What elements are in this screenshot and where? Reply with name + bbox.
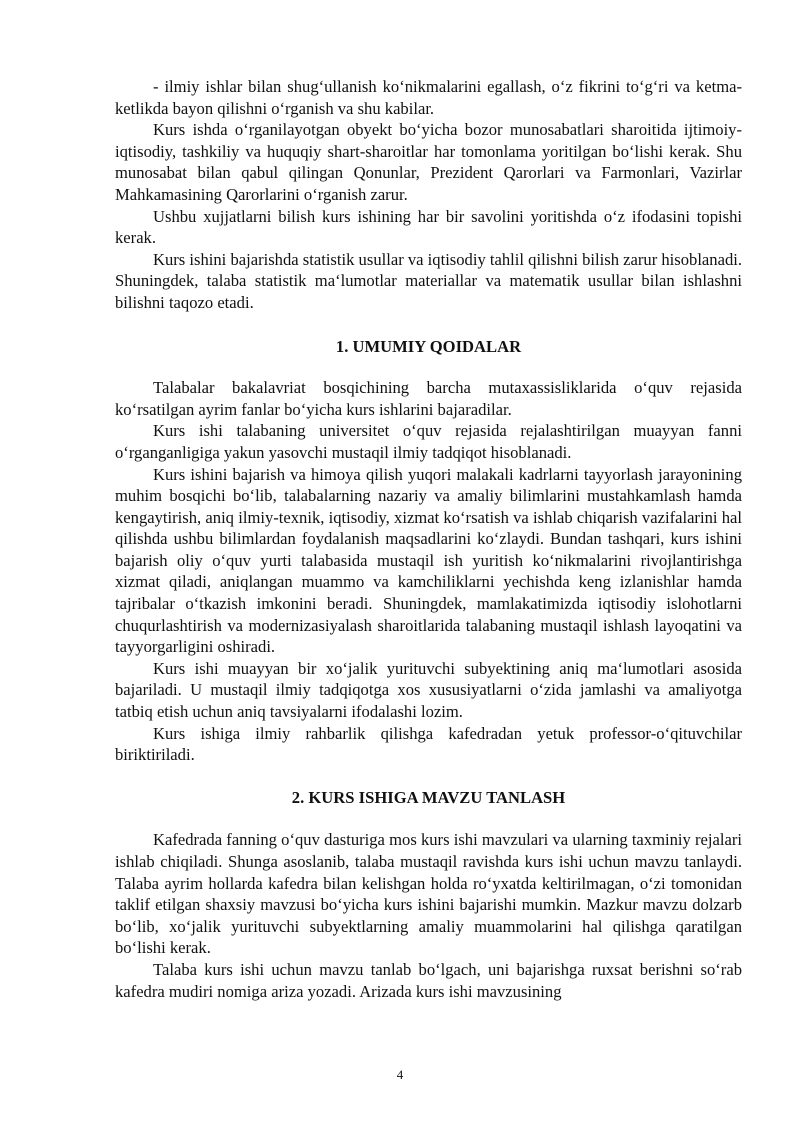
paragraph: Kurs ishini bajarish va himoya qilish yuqori malakali kadrlarni tayyorlash jarayonining muhim bosqichi bo‘lib, talabalarning nazariy va amaliy bilimlarini mustahkamlash hamda kengaytirish, aniq ilmiy-texnik, iqtisodiy, xizmat ko‘rsatish va ishlab chiqarish vazifalarini hal qilishda ushbu bilimlardan foydalanish maqsadlarini ko‘zlaydi. Bundan tashqari, kurs ishini bajarish oliy o‘quv yurti talabasida mustaqil ish yuritish ko‘nikmalarini rivojlantirishga xizmat qiladi, aniqlangan muammo va kamchiliklarni yechishda keng izlanishlar hamda tajribalar o‘tkazish imkonini beradi. Shuningdek, mamlakatimizda iqtisodiy islohotlarni chuqurlashtirish va modernizasiyalash sharoitlarida talabaning mustaqil ishlash layoqatini va tayyorgarligini oshiradi. bbox=[115, 464, 742, 657]
intro-section bbox=[115, 76, 742, 314]
document-page bbox=[115, 76, 742, 1002]
paragraph: - ilmiy ishlar bilan shug‘ullanish ko‘nikmalarini egallash, o‘z fikrini to‘g‘ri va ketma-ketlikda bayon qilishni o‘rganish va shu kabilar. bbox=[115, 77, 742, 118]
paragraph: Kurs ishi talabaning universitet o‘quv rejasida rejalashtirilgan muayyan fanni o‘rganganligiga yakun yasovchi mustaqil ilmiy tadqiqot hisoblanadi. bbox=[115, 421, 742, 462]
paragraph: Kurs ishi muayyan bir xo‘jalik yurituvchi subyektining aniq ma‘lumotlari asosida bajariladi. U mustaqil ilmiy tadqiqotga xos xususiyatlarni o‘zida jamlashi va amaliyotga tatbiq etish uchun aniq tavsiyalarni ifodalashi lozim. bbox=[115, 658, 742, 722]
paragraph: Kafedrada fanning o‘quv dasturiga mos kurs ishi mavzulari va ularning taxminiy rejalari ishlab chiqiladi. Shunga asoslanib, talaba mustaqil ravishda kurs ishi uchun mavzu tanlaydi. Talaba ayrim hollarda kafedra bilan kelishgan holda ro‘yxatda keltirilmagan, o‘zi tomonidan taklif etilgan shaxsiy mavzusi bo‘yicha kurs ishini bajarishi mumkin. Mazkur mavzu dolzarb bo‘lib, xo‘jalik yurituvchi subyektlarning amaliy muammolarini hal qilishga qaratilgan bo‘lishi kerak. bbox=[115, 830, 742, 958]
paragraph: Talaba kurs ishi uchun mavzu tanlab bo‘lgach, uni bajarishga ruxsat berishni so‘rab kafedra mudiri nomiga ariza yozadi. Arizada kurs ishi mavzusining bbox=[115, 959, 742, 1001]
section-heading-mavzu-tanlash: 2. KURS ISHIGA MAVZU TANLASH bbox=[291, 787, 566, 807]
section-umumiy-qoidalar bbox=[115, 377, 742, 766]
paragraph: Kurs ishini bajarishda statistik usullar va iqtisodiy tahlil qilishni bilish zarur hisoblanadi. Shuningdek, talaba statistik ma‘lumotlar materiallar va matematik usullar bilan ishlashni bilishni taqozo etadi. bbox=[115, 249, 743, 312]
section-mavzu-tanlash bbox=[115, 829, 742, 1002]
paragraph: Kurs ishiga ilmiy rahbarlik qilishga kafedradan yetuk professor-o‘qituvchilar biriktiriladi. bbox=[115, 723, 742, 765]
paragraph: Ushbu xujjatlarni bilish kurs ishining har bir savolini yoritishda o‘z ifodasini topishi kerak. bbox=[115, 206, 742, 248]
section-heading-umumiy-qoidalar: 1. UMUMIY QOIDALAR bbox=[335, 336, 522, 356]
paragraph: Kurs ishda o‘rganilayotgan obyekt bo‘yicha bozor munosabatlari sharoitida ijtimoiy-iqtisodiy, tashkiliy va huquqiy shart-sharoitlar har tomonlama yoritilgan bo‘lishi kerak. Shu munosabat bilan qabul qilingan Qonunlar, Prezident Qarorlari va Farmonlari, Vazirlar Mahkamasining Qarorlarini o‘rganish zarur. bbox=[115, 120, 742, 204]
paragraph: Talabalar bakalavriat bosqichining barcha mutaxassisliklarida o‘quv rejasida ko‘rsatilgan ayrim fanlar bo‘yicha kurs ishlarini bajaradilar. bbox=[115, 378, 742, 419]
page-number: 4 bbox=[396, 1067, 404, 1082]
